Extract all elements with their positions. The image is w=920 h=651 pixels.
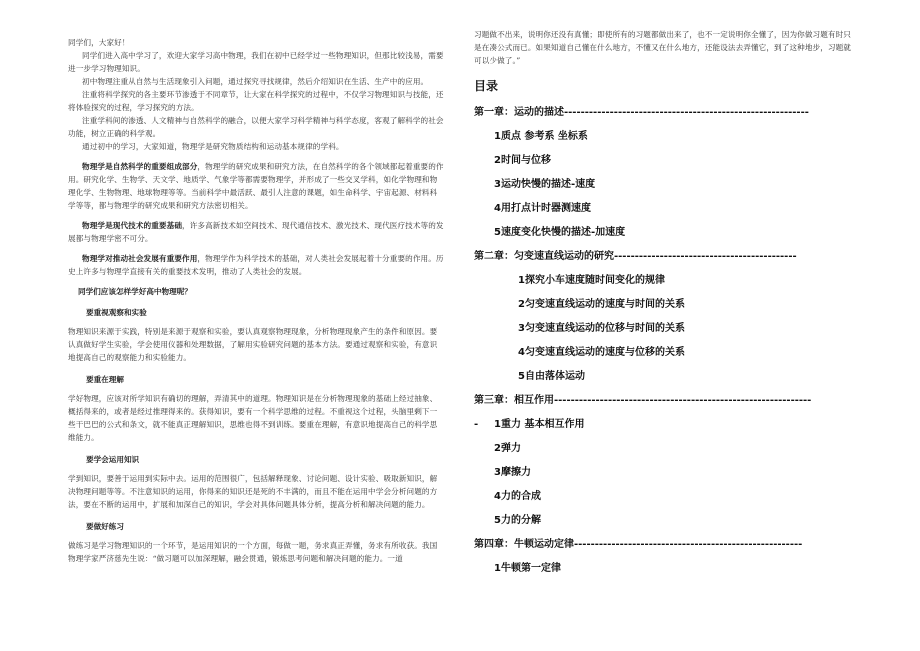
toc-item[interactable]: 4用打点计时器测速度: [494, 203, 591, 214]
toc-item[interactable]: 2匀变速直线运动的速度与时间的关系: [518, 299, 685, 310]
toc-item[interactable]: 1探究小车速度随时间变化的规律: [518, 275, 665, 286]
paragraph: 通过初中的学习，大家知道，物理学是研究物质结构和运动基本规律的学科。: [82, 142, 344, 151]
paragraph-text: ，许多高新技术如空间技术、现代通信技术、激光技术、现代医疗技术等的发展都与物理学密不可分。: [68, 221, 444, 243]
toc-item[interactable]: 1质点 参考系 坐标系: [494, 131, 588, 142]
bold-lead: 物理学对推动社会发展有重要作用: [82, 254, 198, 263]
paragraph: [68, 252, 444, 278]
toc-item[interactable]: 2弹力: [494, 443, 521, 454]
right-column: [474, 28, 858, 586]
section-heading: 要做好练习: [86, 522, 124, 531]
toc-item[interactable]: 1牛顿第一定律: [494, 563, 561, 574]
toc-chapter-1[interactable]: 第一章：运动的描述-----------------------------------------------------------: [474, 107, 809, 118]
section-heading: 要重在理解: [86, 375, 124, 384]
toc-item[interactable]: 3摩擦力: [494, 467, 531, 478]
toc-chapter-3[interactable]: 第三章：相互作用--------------------------------------------------------------: [474, 395, 812, 406]
paragraph: 同学们进入高中学习了，欢迎大家学习高中物理，我们在初中已经学过一些物理知识，但那比较浅易，需要进一步学习物理知识。: [68, 51, 444, 73]
continued-paragraph: 习题做不出来，说明你还没有真懂；即使所有的习题都做出来了，也不一定说明你全懂了，因为你做习题有时只是在凑公式而已。如果知道自己懂在什么地方，不懂又在什么地方，还能设法去弄懂它，到了这种地步，习题就可以少做了。”: [474, 30, 851, 65]
bold-lead: 物理学是现代技术的重要基础: [82, 221, 183, 230]
toc-item[interactable]: 4力的合成: [494, 491, 541, 502]
paragraph: [68, 219, 444, 245]
paragraph: 初中物理注重从自然与生活现象引入问题，通过探究寻找规律，然后介绍知识在生活、生产中的应用。: [82, 77, 429, 86]
bold-lead: 物理学是自然科学的重要组成部分: [82, 162, 198, 171]
toc-chapter-2[interactable]: 第二章：匀变速直线运动的研究--------------------------------------------: [474, 251, 797, 262]
toc-item[interactable]: 3运动快慢的描述-速度: [494, 179, 596, 190]
paragraph-text: ，物理学的研究成果和研究方法，在自然科学的各个领域都起着重要的作用。研究化学、生物学、天文学、地质学、气象学等都需要物理学，并形成了一些交叉学科，如化学物理和物理化学、生物物理、地球物理等等。当前科学中最活跃、最引人注意的课题，如生命科学、宇宙起源、材料科学等等，都与物理学的研究成果和研究方法密切相关。: [68, 162, 444, 210]
toc-item[interactable]: 5自由落体运动: [518, 371, 585, 382]
toc-item[interactable]: 5速度变化快慢的描述-加速度: [494, 227, 626, 238]
question-heading: 同学们应该怎样学好高中物理呢？: [78, 287, 192, 296]
toc-chapter-4[interactable]: 第四章：牛顿运动定律-------------------------------------------------------: [474, 539, 803, 550]
dash-marker: -: [474, 419, 479, 430]
toc-item[interactable]: 3匀变速直线运动的位移与时间的关系: [518, 323, 685, 334]
paragraph-text: ，物理学作为科学技术的基础，对人类社会发展起着十分重要的作用。历史上许多与物理学直接有关的重要技术发明，推动了人类社会的发展。: [68, 254, 444, 276]
paragraph: 注重将科学探究的各主要环节渗透于不同章节，让大家在科学探究的过程中，不仅学习物理知识与技能，还将体验探究的过程，学习探究的方法。: [68, 90, 444, 112]
greeting: 同学们，大家好！: [68, 38, 130, 47]
toc-item[interactable]: 2时间与位移: [494, 155, 551, 166]
toc-item[interactable]: 5力的分解: [494, 515, 541, 526]
paragraph: 注重学科间的渗透、人文精神与自然科学的融合，以便大家学习科学精神与科学态度，客观了解科学的社会功能，树立正确的科学观。: [68, 116, 444, 138]
toc-item[interactable]: [474, 418, 858, 432]
paragraph: [68, 160, 444, 212]
left-column: [68, 36, 444, 565]
section-text: 学到知识，要善于运用到实际中去。运用的范围很广，包括解释现象、讨论问题、设计实验、吸取新知识，解决物理问题等等。不注意知识的运用，你得来的知识还是死的不丰满的，而且不能在运用中学会分析问题的方法，要在不断的运用中，扩展和加深自己的知识，学会对具体问题具体分析，提高分析和解决问题的能力。: [68, 474, 438, 509]
section-text: 学好物理，应该对所学知识有确切的理解，弄清其中的道理。物理知识是在分析物理现象的基础上经过抽象、概括得来的，或者是经过推理得来的。获得知识，要有一个科学思维的过程。不重视这个过程，头脑里剩下一些干巴巴的公式和条文，就不能真正理解知识，思维也得不到训练。要重在理解，有意识地提高自己的科学思维能力。: [68, 394, 438, 442]
section-heading: 要重视观察和实验: [86, 308, 147, 317]
section-heading: 要学会运用知识: [86, 455, 140, 464]
toc-item-label: 1重力 基本相互作用: [494, 419, 585, 430]
toc-title: 目录: [474, 79, 499, 93]
section-text: 做练习是学习物理知识的一个环节，是运用知识的一个方面，每做一题，务求真正弄懂，务求有所收获。我国物理学家严济慈先生说：“做习题可以加深理解，融会贯通，锻炼思考问题和解决问题的能力。一道: [68, 541, 438, 563]
section-text: 物理知识来源于实践，特别是来源于观察和实验，要认真观察物理现象，分析物理现象产生的条件和原因。要认真做好学生实验，学会使用仪器和处理数据，了解用实验研究问题的基本方法。要通过观察和实验，有意识地提高自己的观察能力和实验能力。: [68, 327, 438, 362]
toc-item[interactable]: 4匀变速直线运动的速度与位移的关系: [518, 347, 685, 358]
